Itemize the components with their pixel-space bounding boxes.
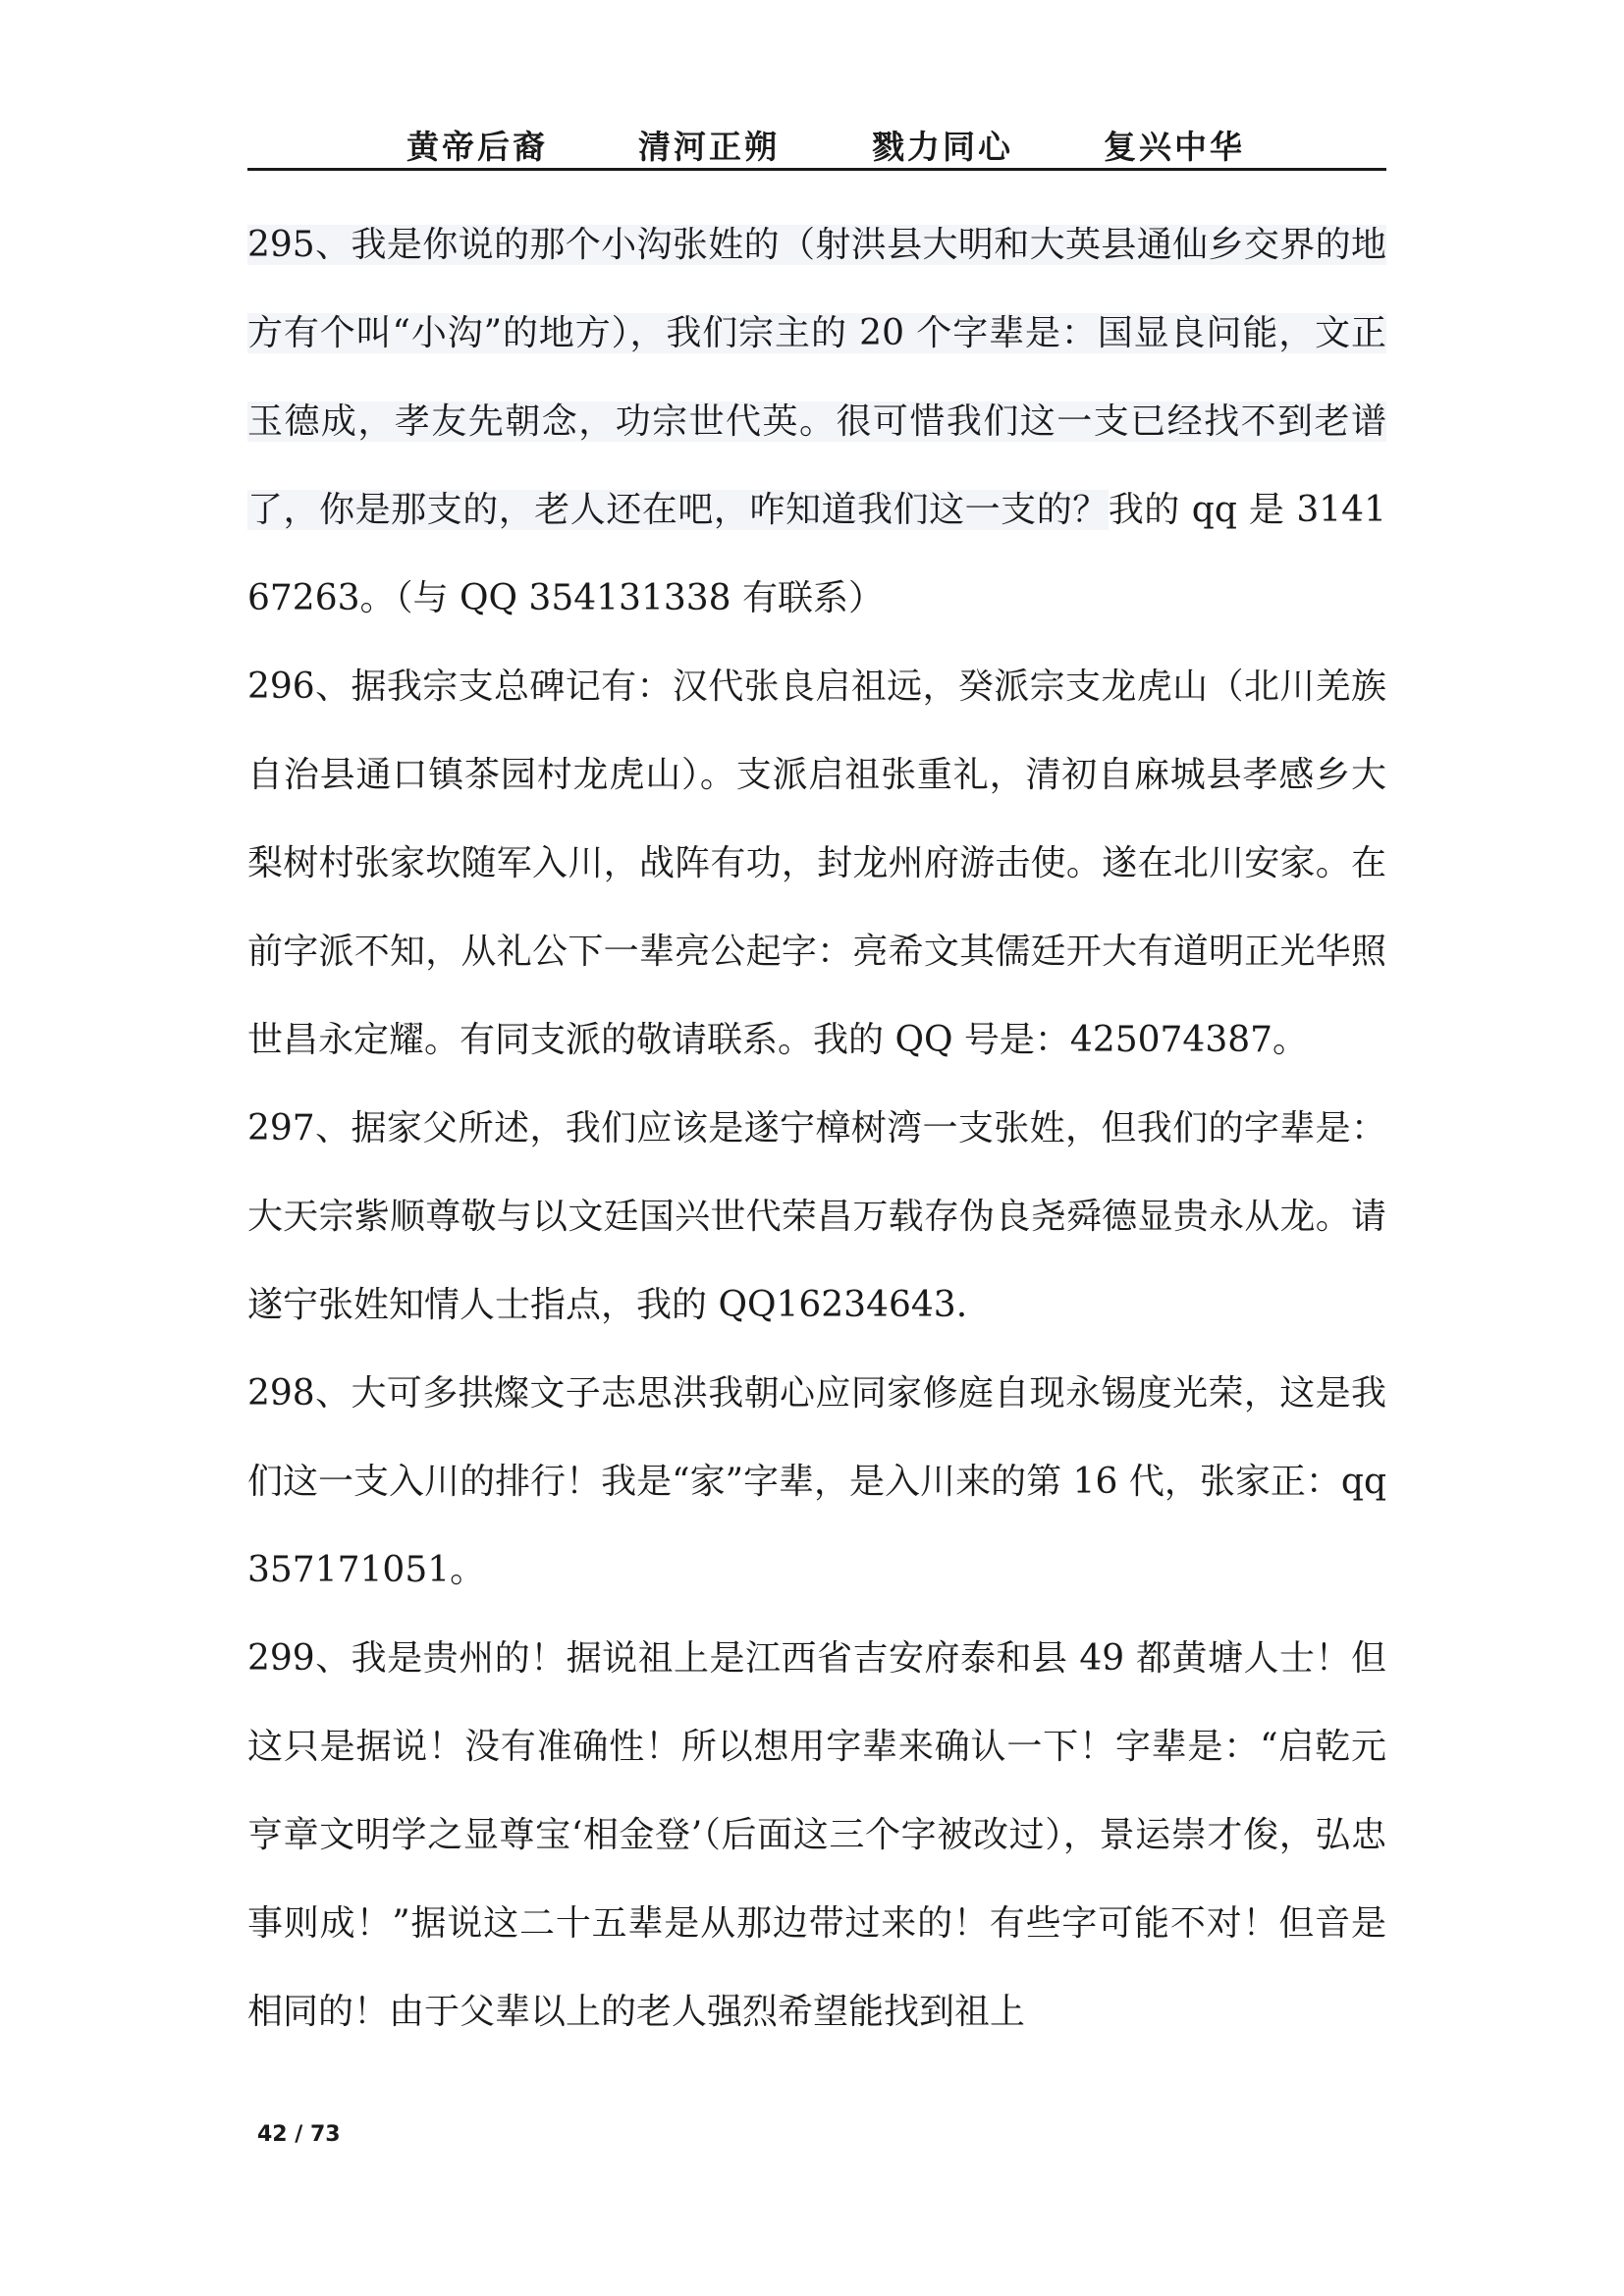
entry-298: 298、大可多拱燦文子志思洪我朝心应同家修庭自现永锡度光荣，这是我们这一支入川的排行！我是“家”字辈，是入川来的第 16 代，张家正：qq357171051。 bbox=[247, 1373, 1386, 1590]
highlighted-text: 295、我是你说的那个小沟张姓的（射洪县大明和大英县通仙乡交界的地方有个叫“小沟”的地方），我们宗主的 20 个字辈是：国显良问能，文正玉德成，孝友先朝念，功宗世代英。很可惜我们这一支已经找不到老谱了，你是那支的，老人还在吧，咋知道我们这一支的？ bbox=[247, 225, 1386, 530]
header-slogan: 戮力同心 bbox=[872, 128, 1013, 166]
entry-295 bbox=[247, 201, 1386, 643]
document-body bbox=[247, 201, 1386, 2056]
header-slogan: 复兴中华 bbox=[1104, 128, 1245, 166]
page-number: 42 / 73 bbox=[257, 2122, 341, 2147]
header-slogan: 清河正朔 bbox=[638, 128, 780, 166]
page-header bbox=[247, 116, 1386, 171]
entry-295-contact: 我的 qq 是 314167263。（与 QQ 354131338 有联系） bbox=[247, 490, 1386, 618]
entry-296: 296、据我宗支总碑记有：汉代张良启祖远，癸派宗支龙虎山（北川羌族自治县通口镇茶园村龙虎山）。支派启祖张重礼，清初自麻城县孝感乡大梨树村张家坎随军入川，战阵有功，封龙州府游击使。遂在北川安家。在前字派不知，从礼公下一辈亮公起字：亮希文其儒廷开大有道明正光华照世昌永定耀。有同支派的敬请联系。我的 QQ 号是：425074387。 bbox=[247, 667, 1386, 1060]
entry-297: 297、据家父所述，我们应该是遂宁樟树湾一支张姓，但我们的字辈是：大天宗紫顺尊敬与以文廷国兴世代荣昌万载存伪良尧舜德显贵永从龙。请遂宁张姓知情人士指点，我的 QQ16234643. bbox=[247, 1108, 1386, 1325]
header-slogan: 黄帝后裔 bbox=[406, 128, 548, 166]
entry-299: 299、我是贵州的！据说祖上是江西省吉安府泰和县 49 都黄塘人士！但这只是据说！没有准确性！所以想用字辈来确认一下！字辈是：“启乾元亨章文明学之显尊宝‘相金登’（后面这三个字被改过），景运崇才俊，弘忠事则成！”据说这二十五辈是从那边带过来的！有些字可能不对！但音是相同的！由于父辈以上的老人强烈希望能找到祖上 bbox=[247, 1638, 1386, 2032]
